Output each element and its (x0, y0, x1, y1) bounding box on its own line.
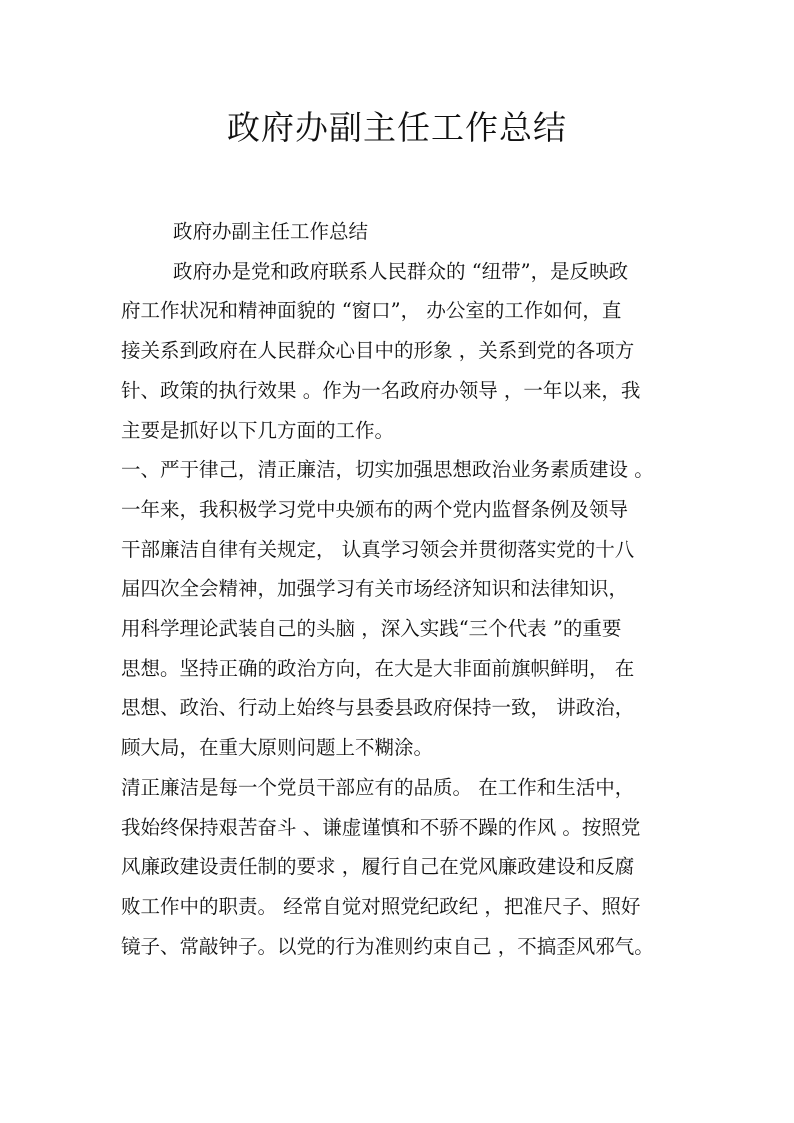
paragraph-line: 届四次全会精神，加强学习有关市场经济知识和法律知识， (121, 577, 629, 601)
paragraph-line: 用科学理论武装自己的头脑 ，深入实践“三个代表 ”的重要 (121, 617, 622, 641)
paragraph-line: 思想、政治、行动上始终与县委县政府保持一致， 讲政治， (121, 696, 635, 720)
paragraph-line: 败工作中的职责。 经常自觉对照党纪政纪 ，把准尺子、照好 (121, 894, 641, 918)
paragraph-line: 一、严于律己，清正廉洁，切实加强思想政治业务素质建设 。 (121, 458, 654, 482)
paragraph-line: 一年来，我积极学习党中央颁布的两个党内监督条例及领导 (121, 497, 629, 521)
paragraph-line: 接关系到政府在人民群众心目中的形象 ，关系到党的各项方 (121, 339, 635, 363)
paragraph-line: 风廉政建设责任制的要求 ，履行自己在党风廉政建设和反腐 (121, 855, 635, 879)
paragraph-line: 干部廉洁自律有关规定， 认真学习领会并贯彻落实党的十八 (121, 537, 635, 561)
paragraph-line: 府工作状况和精神面貌的 “窗口”， 办公室的工作如何，直 (121, 299, 622, 323)
paragraph-intro (121, 252, 677, 451)
paragraph-line: 镜子、常敲钟子。以党的行为准则约束自己 ，不搞歪风邪气。 (121, 934, 654, 958)
paragraph-line: 顾大局，在重大原则问题上不糊涂。 (121, 736, 434, 760)
document-subtitle: 政府办副主任工作总结 (173, 220, 369, 243)
paragraph-line: 主要是抓好以下几方面的工作。 (121, 418, 395, 442)
document-title: 政府办副主任工作总结 (227, 108, 567, 147)
paragraph-section-one (121, 450, 677, 768)
paragraph-line: 思想。坚持正确的政治方向，在大是大非面前旗帜鲜明， 在 (121, 656, 635, 680)
paragraph-line: 政府办是党和政府联系人民群众的 “纽带”，是反映政 (173, 259, 629, 283)
document-body (121, 212, 677, 966)
paragraph-line: 我始终保持艰苦奋斗 、谦虚谨慎和不骄不躁的作风 。按照党 (121, 815, 641, 839)
paragraph-integrity (121, 768, 677, 967)
paragraph-line: 清正廉洁是每一个党员干部应有的品质。 在工作和生活中， (121, 775, 635, 799)
paragraph-line: 针、政策的执行效果 。作为一名政府办领导 ，一年以来，我 (121, 378, 641, 402)
